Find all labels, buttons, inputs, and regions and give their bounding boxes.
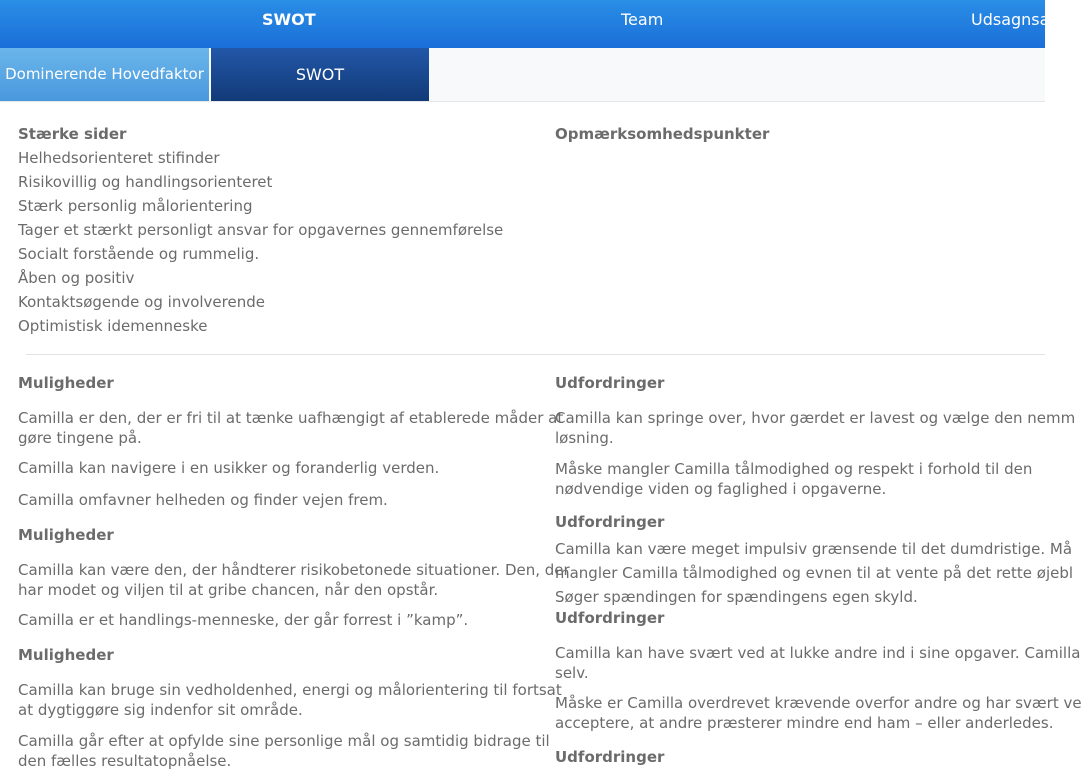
challenge-text: Måske mangler Camilla tålmodighed og respekt i forhold til den nødvendige viden og faglighed i opgaverne. [555, 460, 1033, 498]
strengths-section [18, 122, 503, 338]
strength-item: Optimistisk idemenneske [18, 317, 208, 335]
strength-item: Helhedsorienteret stifinder [18, 149, 220, 167]
tab-udsagn[interactable]: Udsagnsar [971, 10, 1057, 29]
strength-item: Stærk personlig målorientering [18, 197, 253, 215]
subtab-swot[interactable]: SWOT [211, 48, 429, 101]
opportunity-text: Camilla er et handlings-menneske, der går forrest i ”kamp”. [18, 611, 469, 629]
opportunity-text: Camilla kan bruge sin vedholdenhed, energi og målorientering til fortsat at dygtiggøre sig indenfor sit område. [18, 681, 562, 719]
challenges-title: Udfordringer [555, 748, 665, 766]
challenges-title: Udfordringer [555, 374, 665, 392]
challenges-title: Udfordringer [555, 513, 665, 531]
strength-item: Socialt forstående og rummelig. [18, 245, 260, 263]
opportunity-text: Camilla kan navigere i en usikker og foranderlig verden. [18, 459, 440, 477]
strength-item: Tager et stærkt personligt ansvar for opgavernes gennemførelse [18, 221, 504, 239]
challenge-text: Camilla kan springe over, hvor gærdet er lavest og vælge den nemm løsning. [555, 409, 1076, 447]
opportunity-text: Camilla kan være den, der håndterer risikobetonede situationer. Den, der har modet og viljen til at gribe chancen, når den opstår. [18, 561, 570, 599]
strengths-title: Stærke sider [18, 125, 127, 143]
subtab-dominerende-hovedfaktor[interactable]: Dominerende Hovedfaktor [0, 48, 209, 101]
opportunities-title: Muligheder [18, 646, 114, 664]
opportunity-text: Camilla er den, der er fri til at tænke uafhængigt af etablerede måder at gøre tingene på. [18, 409, 564, 447]
strength-item: Risikovillig og handlingsorienteret [18, 173, 273, 191]
tab-team[interactable]: Team [621, 10, 664, 29]
attention-title: Opmærksomhedspunkter [555, 125, 770, 143]
challenge-text: Camilla kan have svært ved at lukke andre ind i sine opgaver. Camilla selv. [555, 644, 1081, 682]
challenge-text: Måske er Camilla overdrevet krævende overfor andre og har svært ve acceptere, at andre præsterer mindre end ham – eller anderledes. [555, 694, 1082, 732]
top-nav [0, 0, 1057, 48]
strength-item: Kontaktsøgende og involverende [18, 293, 265, 311]
sub-nav [0, 48, 1045, 102]
challenges-title: Udfordringer [555, 609, 665, 627]
tab-swot[interactable]: SWOT [262, 10, 316, 29]
opportunity-text: Camilla omfavner helheden og finder vejen frem. [18, 491, 388, 509]
opportunities-title: Muligheder [18, 526, 114, 544]
challenge-text: Camilla kan være meget impulsiv grænsende til det dumdristige. Må mangler Camilla tålmodighed og evnen til at vente på det rette øjebl Søger spændingen for spændingens egen skyld. [555, 540, 1074, 606]
strength-item: Åben og positiv [18, 269, 135, 287]
opportunities-title: Muligheder [18, 374, 114, 392]
section-divider [26, 354, 1045, 355]
opportunity-text: Camilla går efter at opfylde sine personlige mål og samtidig bidrage til den fælles resultatopnåelse. [18, 732, 550, 770]
